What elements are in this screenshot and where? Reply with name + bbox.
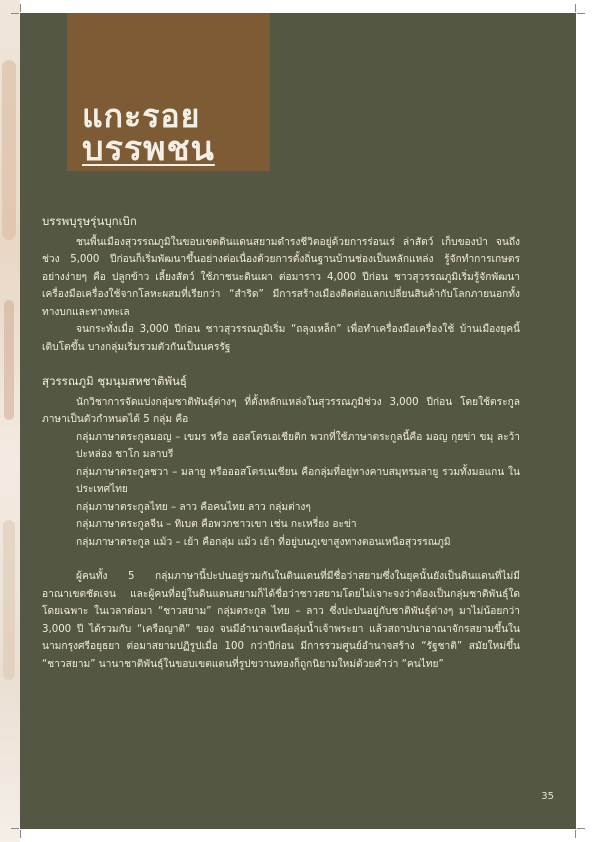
crop-mark [577, 13, 585, 14]
paragraph: นักวิชาการจัดแบ่งกลุ่มชาติพันธุ์ต่างๆ ที่ตั้งหลักแหล่งในสุวรรณภูมิช่วง 3,000 ปีก่อน โดยใช้ตระกูลภาษาเป็นตัวกำหนดได้ 5 กลุ่ม คือ [42, 396, 520, 425]
spacer [42, 356, 520, 373]
language-group-item: กลุ่มภาษาตระกูล แม้ว – เย้า คือกลุ่ม แม้ว เย้า ที่อยู่บนภูเขาสูงทางตอนเหนือสุวรรณภูมิ [76, 536, 451, 548]
page-title-line-2: บรรพชน [82, 129, 215, 169]
crop-mark [575, 4, 576, 12]
title-block [67, 13, 270, 171]
decorative-left-strip [0, 0, 20, 842]
language-group-item: กลุ่มภาษาตระกูลมอญ – เขมร หรือ ออสโตรเอเชียติก พวกที่ใช้ภาษาตระกูลนี้คือ มอญ กุยข่า ขมุ ละว้า ปะหล่อง ชาโก มลาบรี [76, 431, 520, 460]
section-heading: สุวรรณภูมิ ชุมนุมสหชาติพันธุ์ [42, 374, 187, 388]
decorative-shape [2, 60, 16, 240]
language-group-item: กลุ่มภาษาตระกูลไทย – ลาว คือคนไทย ลาว กลุ่มต่างๆ [76, 501, 311, 513]
crop-mark [575, 830, 576, 838]
article-body [42, 213, 520, 673]
page-title-line-1: แกะรอย [82, 97, 201, 135]
paragraph: ผู้คนทั้ง 5 กลุ่มภาษานี้ปะปนอยู่รวมกันในดินแดนที่มีชื่อว่าสยามซึ่งในยุคนั้นยังเป็นดินแดนที่ไม่มีอาณาเขตชัดเจน และผู้คนที่อยู่ในดินแดนสยามก็ได้ชื่อว่าชาวสยามโดยไม่เจาะจงว่าต้องเป็นกลุ่มชาติพันธุ์ใดโดยเฉพาะ ในเวลาต่อมา “ชาวสยาม” กลุ่มตระกูล ไทย – ลาว ซึ่งปะปนอยู่กับชาติพันธุ์ต่างๆ มาไม่น้อยกว่า 3,000 ปี ได้รวมกับ “เครือญาติ” ของ จนมีอำนาจเหนือลุ่มน้ำเจ้าพระยา แล้วสถาปนาอาณาจักรสยามขึ้นในนามกรุงศรีอยุธยา ต่อมาสยามปฏิรูปเมื่อ 100 กว่าปีก่อน มีการรวมศูนย์อำนาจสร้าง “รัฐชาติ” สมัยใหม่ขึ้น “ชาวสยาม” นานาชาติพันธุ์ในขอบเขตแดนที่รูปขวานทองก็ถูกนิยามใหม่ด้วยคำว่า “คนไทย” [42, 571, 520, 670]
crop-mark [577, 828, 585, 829]
crop-mark [20, 4, 21, 12]
crop-mark [20, 830, 21, 838]
language-group-item: กลุ่มภาษาตระกูลจีน – ทิเบต คือพวกชาวเขา เช่น กะเหรี่ยง อะข่า [76, 519, 357, 530]
decorative-shape [3, 520, 15, 680]
decorative-shape [4, 300, 14, 420]
section-heading: บรรพบุรุษรุ่นบุกเบิก [42, 214, 137, 228]
crop-mark [11, 13, 19, 14]
paragraph: ชนพื้นเมืองสุวรรณภูมิในขอบเขตดินแดนสยามดำรงชีวิตอยู่ด้วยการร่อนเร่ ล่าสัตว์ เก็บของป่า จนถึงช่วง 5,000 ปีก่อนก็เริ่มพัฒนาขึ้นอย่างต่อเนื่องด้วยการตั้งถิ่นฐานบ้านช่องเป็นหลักแหล่ง รู้จักทำการเกษตรอย่างง่ายๆ คือ ปลูกข้าว เลี้ยงสัตว์ ใช้ภาชนะดินเผา ต่อมาราว 4,000 ปีก่อน ชาวสุวรรณภูมิเริ่มรู้จักพัฒนาเครื่องมือเครื่องใช้จากโลหะผสมที่เรียกว่า “สำริด” มีการสร้างเมืองติดต่อแลกเปลี่ยนสินค้ากับโลกภายนอกทั้งทางบกและทางทะเล [42, 236, 520, 318]
crop-mark [11, 828, 19, 829]
spacer [42, 551, 520, 568]
language-group-item: กลุ่มภาษาตระกูลชวา – มลายู หรือออสโตรเนเชียน คือกลุ่มที่อยู่ทางคาบสมุทรมลายู รวมทั้งมอแกน ในประเทศไทย [76, 466, 520, 495]
page-number: 35 [541, 791, 554, 802]
paragraph: จนกระทั่งเมื่อ 3,000 ปีก่อน ชาวสุวรรณภูมิเริ่ม “ถลุงเหล็ก” เพื่อทำเครื่องมือเครื่องใช้ บ้านเมืองยุคนี้เติบโตขึ้น บางกลุ่มเริ่มรวมตัวกันเป็นนครรัฐ [42, 324, 520, 353]
